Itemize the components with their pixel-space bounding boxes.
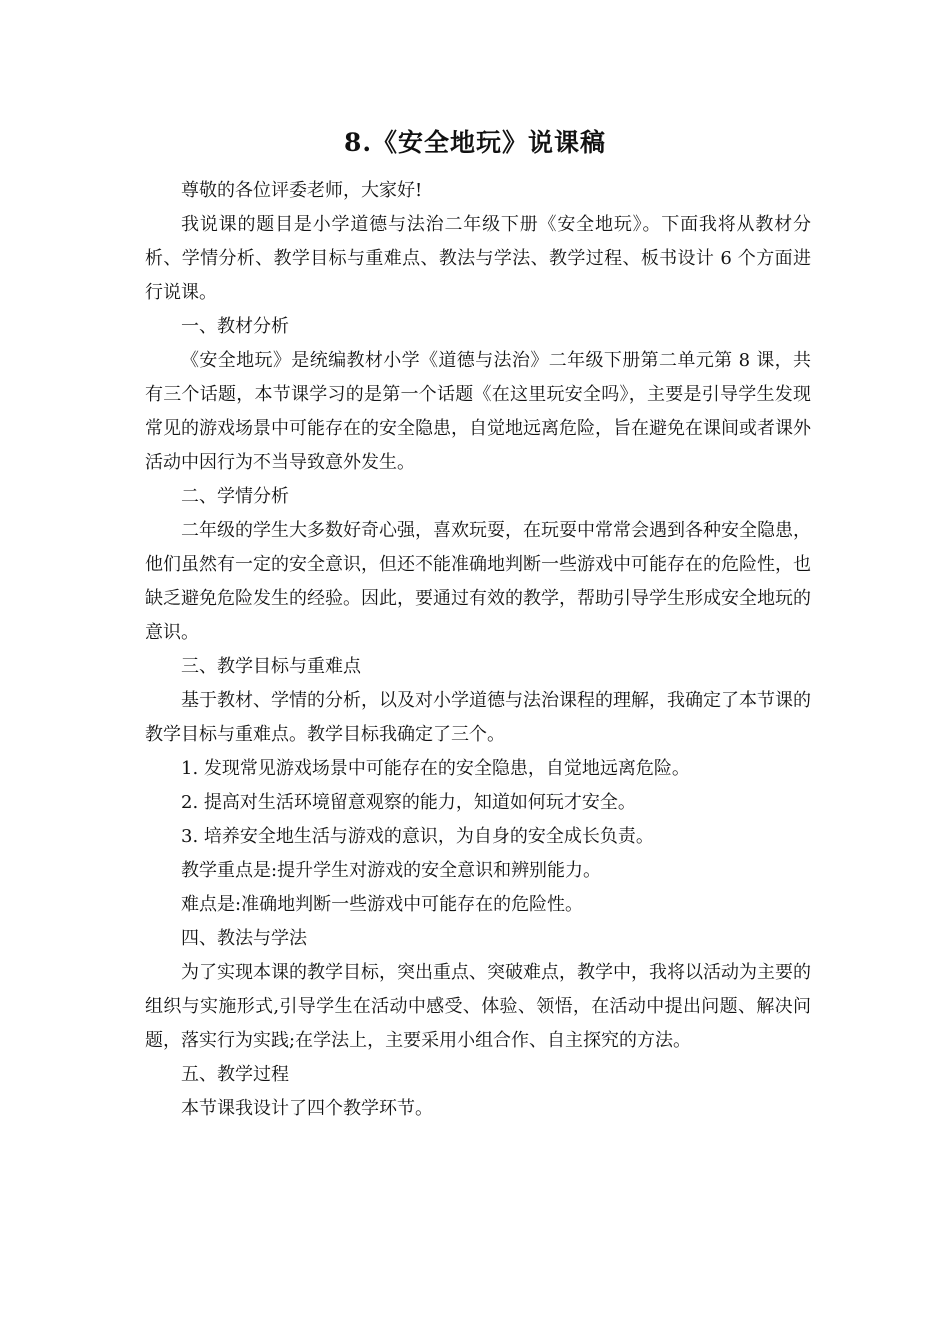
paragraph: 二年级的学生大多数好奇心强，喜欢玩耍，在玩耍中常常会遇到各种安全隐患，他们虽然有一定的安全意识，但还不能准确地判断一些游戏中可能存在的危险性，也缺乏避免危险发生的经验。因此，要通过有效的教学，帮助引导学生形成安全地玩的意识。 [145,520,811,643]
section-heading: 二、学情分析 [181,486,289,507]
section-heading: 五、教学过程 [181,1064,289,1085]
section-heading: 一、教材分析 [181,316,289,337]
paragraph: 本节课我设计了四个教学环节。 [181,1098,433,1119]
intro-paragraph: 我说课的题目是小学道德与法治二年级下册《安全地玩》。下面我将从教材分析、学情分析、教学目标与重难点、教法与学法、教学过程、板书设计 6 个方面进行说课。 [145,214,811,303]
page-title: 8.《安全地玩》说课稿 [343,128,607,157]
list-item: 1. 发现常见游戏场景中可能存在的安全隐患，自觉地远离危险。 [181,758,690,779]
paragraph: 教学重点是:提升学生对游戏的安全意识和辨别能力。 [181,860,602,881]
paragraph: 《安全地玩》是统编教材小学《道德与法治》二年级下册第二单元第 8 课，共有三个话题，本节课学习的是第一个话题《在这里玩安全吗》，主要是引导学生发现常见的游戏场景中可能存在的安全隐患，自觉地远离危险，旨在避免在课间或者课外活动中因行为不当导致意外发生。 [145,350,811,473]
paragraph: 为了实现本课的教学目标，突出重点、突破难点，教学中，我将以活动为主要的组织与实施形式,引导学生在活动中感受、体验、领悟，在活动中提出问题、解决问题，落实行为实践;在学法上，主要采用小组合作、自主探究的方法。 [145,962,811,1051]
greeting-paragraph: 尊敬的各位评委老师，大家好! [181,180,423,201]
paragraph: 难点是:准确地判断一些游戏中可能存在的危险性。 [181,894,584,915]
list-item: 2. 提高对生活环境留意观察的能力，知道如何玩才安全。 [181,792,636,813]
section-heading: 四、教法与学法 [181,928,307,949]
paragraph: 基于教材、学情的分析，以及对小学道德与法治课程的理解，我确定了本节课的教学目标与重难点。教学目标我确定了三个。 [145,690,811,745]
section-heading: 三、教学目标与重难点 [181,656,361,677]
document-body [145,174,811,1126]
list-item: 3. 培养安全地生活与游戏的意识，为自身的安全成长负责。 [181,826,654,847]
